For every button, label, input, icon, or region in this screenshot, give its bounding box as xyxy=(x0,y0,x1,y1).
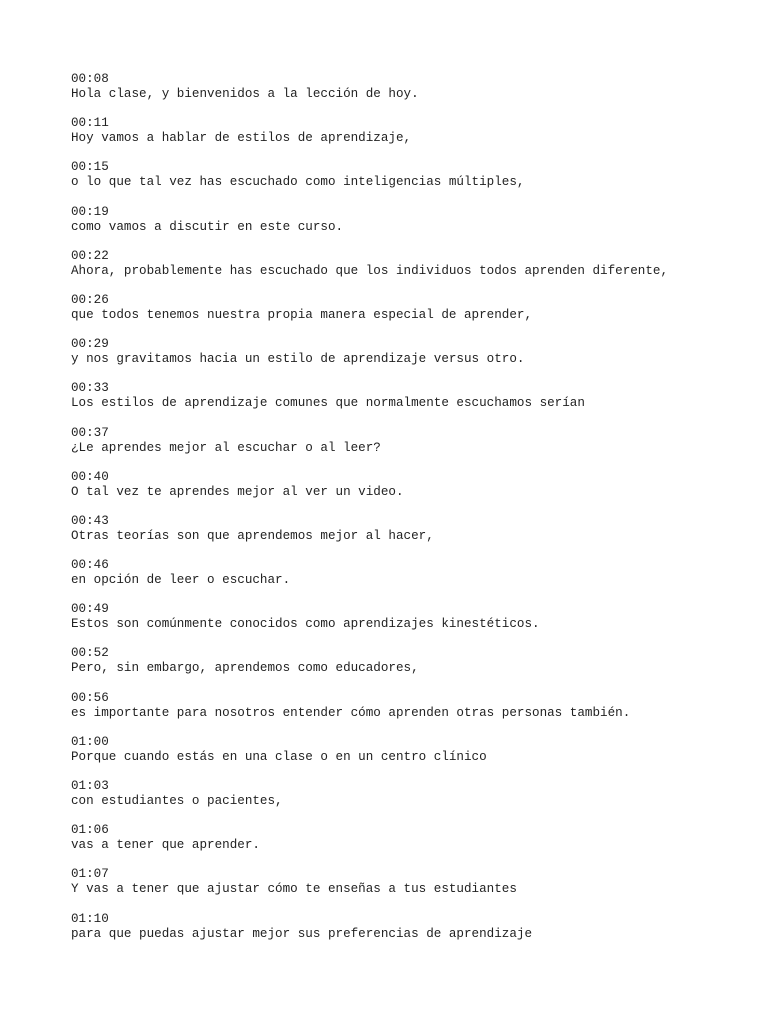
timestamp: 00:19 xyxy=(71,204,109,219)
timestamp: 00:08 xyxy=(71,72,109,86)
timestamp: 01:07 xyxy=(71,867,109,882)
timestamp: 00:37 xyxy=(71,425,109,440)
transcript-entry xyxy=(71,426,751,470)
caption-text: O tal vez te aprendes mejor al ver un video. xyxy=(71,484,404,499)
caption-text: y nos gravitamos hacia un estilo de aprendizaje versus otro. xyxy=(71,352,525,367)
timestamp: 01:03 xyxy=(71,779,109,793)
timestamp: 00:46 xyxy=(71,558,109,573)
transcript-entry xyxy=(71,646,751,690)
timestamp: 00:56 xyxy=(71,690,109,705)
timestamp: 00:29 xyxy=(71,337,109,352)
timestamp: 00:11 xyxy=(71,116,109,131)
timestamp: 01:06 xyxy=(71,823,109,838)
transcript-entry xyxy=(71,514,751,558)
caption-text: para que puedas ajustar mejor sus preferencias de aprendizaje xyxy=(71,926,533,941)
timestamp: 00:26 xyxy=(71,292,109,307)
timestamp: 01:00 xyxy=(71,734,109,749)
caption-text: Pero, sin embargo, aprendemos como educadores, xyxy=(71,661,419,676)
timestamp: 01:10 xyxy=(71,911,109,926)
timestamp: 00:43 xyxy=(71,513,109,528)
transcript-entry xyxy=(71,602,751,646)
caption-text: que todos tenemos nuestra propia manera especial de aprender, xyxy=(71,307,533,322)
transcript-entry xyxy=(71,381,751,425)
caption-text: como vamos a discutir en este curso. xyxy=(71,219,344,234)
caption-text: Otras teorías son que aprendemos mejor al hacer, xyxy=(71,528,434,543)
timestamp: 00:22 xyxy=(71,248,109,263)
transcript-entry xyxy=(71,72,751,116)
transcript-entry xyxy=(71,470,751,514)
transcript-entry xyxy=(71,249,751,293)
caption-text: con estudiantes o pacientes, xyxy=(71,794,283,808)
caption-text: o lo que tal vez has escuchado como inteligencias múltiples, xyxy=(71,175,525,190)
caption-text: Hola clase, y bienvenidos a la lección de hoy. xyxy=(71,87,419,101)
caption-text: ¿Le aprendes mejor al escuchar o al leer? xyxy=(71,440,381,455)
transcript xyxy=(71,72,751,956)
transcript-entry xyxy=(71,337,751,381)
caption-text: Los estilos de aprendizaje comunes que normalmente escuchamos serían xyxy=(71,396,585,411)
transcript-entry xyxy=(71,823,751,867)
transcript-entry xyxy=(71,116,751,160)
timestamp: 00:52 xyxy=(71,646,109,661)
caption-text: Hoy vamos a hablar de estilos de aprendizaje, xyxy=(71,131,412,146)
caption-text: Ahora, probablemente has escuchado que los individuos todos aprenden diferente, xyxy=(71,263,669,278)
caption-text: es importante para nosotros entender cómo aprenden otras personas también. xyxy=(71,705,631,720)
caption-text: en opción de leer o escuchar. xyxy=(71,573,291,588)
transcript-entry xyxy=(71,691,751,735)
transcript-entry xyxy=(71,867,751,911)
transcript-entry xyxy=(71,912,751,956)
transcript-entry xyxy=(71,160,751,204)
timestamp: 00:15 xyxy=(71,160,109,175)
transcript-entry xyxy=(71,779,751,823)
transcript-entry xyxy=(71,735,751,779)
caption-text: vas a tener que aprender. xyxy=(71,838,260,853)
caption-text: Y vas a tener que ajustar cómo te enseñas a tus estudiantes xyxy=(71,882,517,897)
timestamp: 00:33 xyxy=(71,381,109,396)
transcript-entry xyxy=(71,293,751,337)
transcript-entry xyxy=(71,205,751,249)
caption-text: Porque cuando estás en una clase o en un centro clínico xyxy=(71,749,487,764)
timestamp: 00:40 xyxy=(71,469,109,484)
transcript-entry xyxy=(71,558,751,602)
timestamp: 00:49 xyxy=(71,602,109,617)
caption-text: Estos son comúnmente conocidos como aprendizajes kinestéticos. xyxy=(71,617,540,632)
